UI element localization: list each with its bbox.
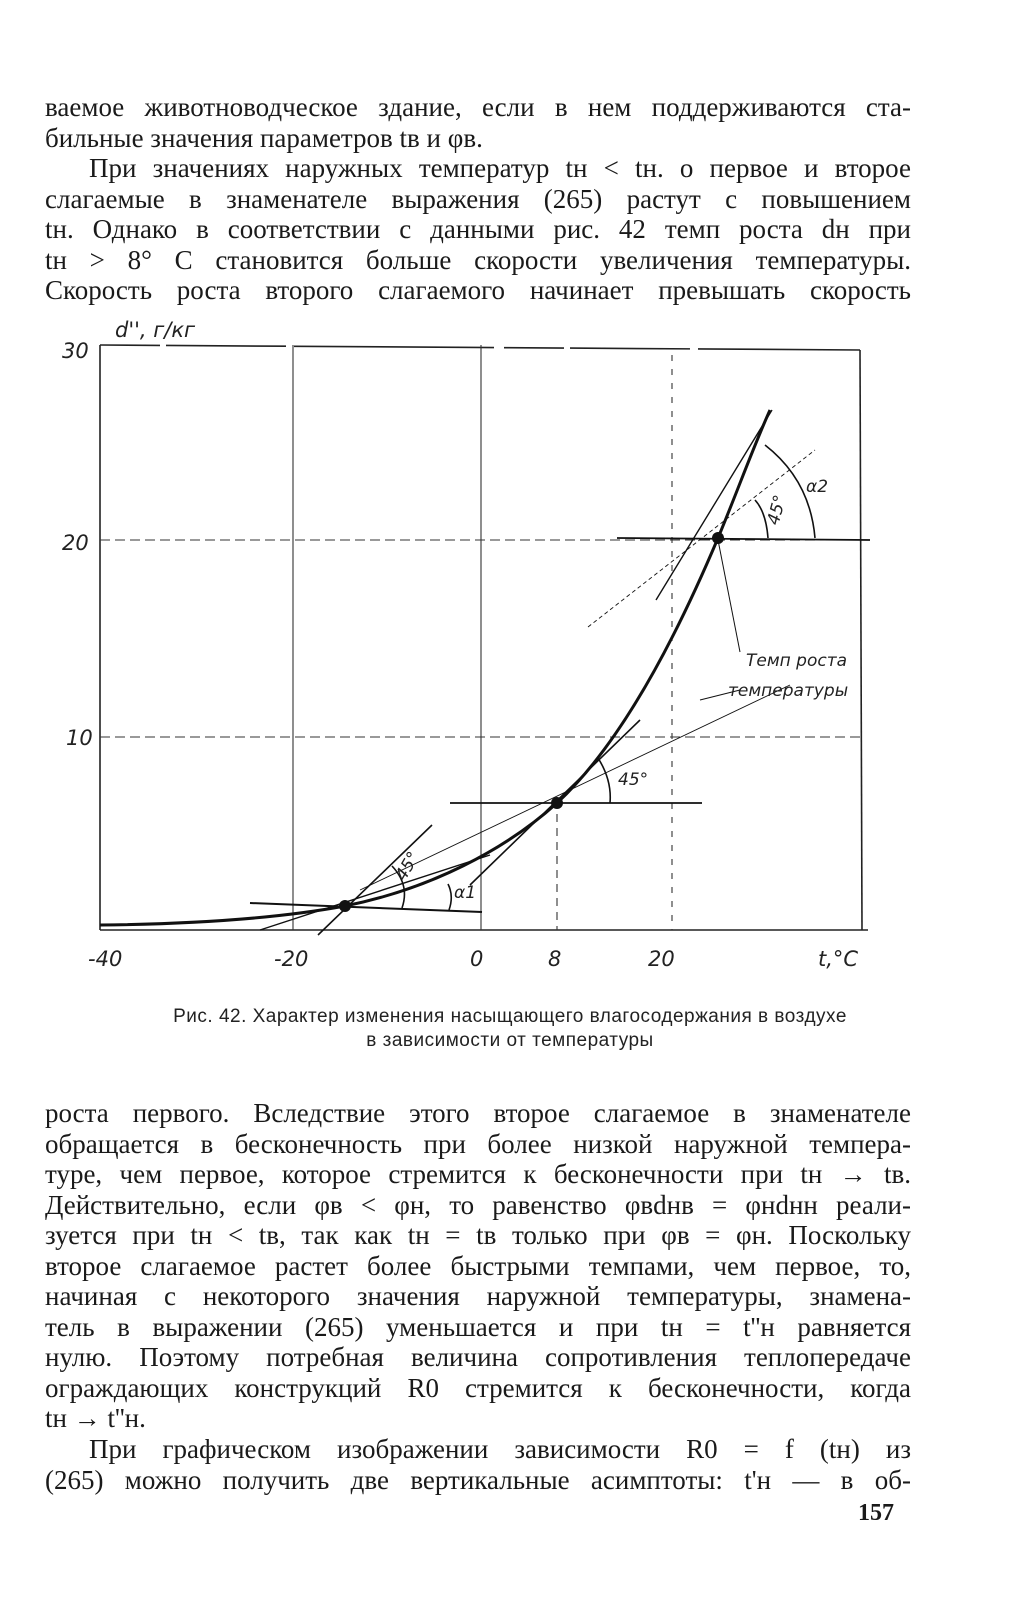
rate-label-line1: Темп роста bbox=[746, 651, 848, 671]
x-tick-minus40: -40 bbox=[88, 947, 123, 971]
text-line: бильные значения параметров tв и φв. bbox=[45, 122, 483, 153]
angle-45-label-p3: 45° bbox=[763, 492, 791, 528]
saturation-curve bbox=[100, 410, 770, 925]
text-line: tн. Однако в соответствии с данными рис. 42 темп роста dн при bbox=[45, 214, 911, 244]
figure-42 bbox=[0, 320, 1020, 980]
paragraph-top-1 bbox=[45, 92, 911, 153]
text-line: tн > 8° С становится больше скорости увеличения температуры. bbox=[45, 244, 911, 275]
x-tick-20: 20 bbox=[648, 947, 675, 971]
text-line: (265) можно получить две вертикальные асимптоты: t'н — в об- bbox=[45, 1464, 911, 1495]
alpha2-label: α2 bbox=[806, 477, 829, 497]
x-tick-0: 0 bbox=[470, 947, 484, 971]
arc-45-p2 bbox=[598, 758, 610, 803]
text-line: ограждающих конструкций R0 стремится к бесконечности, когда bbox=[45, 1372, 911, 1403]
frame-top bbox=[100, 345, 860, 350]
text-line: обращается в бесконечность при более низкой наружной темпера- bbox=[45, 1128, 911, 1159]
text-line: слагаемые в знаменателе выражения (265) растут с повышением bbox=[45, 183, 911, 214]
x-tick-minus20: -20 bbox=[274, 947, 309, 971]
text-line: туре, чем первое, которое стремится к бесконечности при tн → tв. bbox=[45, 1159, 911, 1189]
text-line: роста первого. Вследствие этого второе слагаемое в знаменателе bbox=[45, 1098, 911, 1128]
angle-45-label-p2: 45° bbox=[618, 770, 649, 790]
page-number: 157 bbox=[858, 1500, 894, 1526]
point-2 bbox=[551, 797, 563, 809]
rate-label-line2: температуры bbox=[728, 681, 849, 701]
text-line: второе слагаемое растет более быстрыми темпами, чем первое, то, bbox=[45, 1250, 911, 1281]
text-line: Скорость роста второго слагаемого начинает превышать скорость bbox=[45, 275, 911, 305]
text-line: тель в выражении (265) уменьшается и при tн = t''н равняется bbox=[45, 1311, 911, 1342]
point-1 bbox=[339, 900, 351, 912]
y-tick-30: 30 bbox=[62, 339, 89, 363]
paragraph-bottom-1 bbox=[45, 1098, 911, 1434]
point-3 bbox=[712, 532, 724, 544]
paragraph-bottom-2 bbox=[45, 1434, 911, 1495]
tangent-curve-p3 bbox=[656, 410, 772, 600]
alpha1-label: α1 bbox=[454, 883, 477, 903]
y-tick-20: 20 bbox=[62, 531, 89, 555]
x-tick-8: 8 bbox=[548, 947, 562, 971]
text-line: зуется при tн < tв, так как tн = tв только при φв = φн. Поскольку bbox=[45, 1220, 911, 1250]
paragraph-top-2 bbox=[45, 153, 911, 306]
x-axis-label: t,°C bbox=[818, 947, 859, 971]
caption-line-2: в зависимости от температуры bbox=[366, 1030, 654, 1051]
text-line: нулю. Поэтому потребная величина сопротивления теплопередаче bbox=[45, 1342, 911, 1372]
figure-caption bbox=[0, 1005, 1020, 1053]
horizontal-line-p3 bbox=[617, 538, 870, 540]
tangent-45-p2-thin bbox=[360, 685, 790, 890]
y-axis-label: d'', г/кг bbox=[115, 320, 196, 342]
caption-line-1: Рис. 42. Характер изменения насыщающего влагосодержания в воздухе bbox=[173, 1006, 847, 1027]
horizontal-line-p1 bbox=[250, 903, 482, 912]
text-line: tн → t''н. bbox=[45, 1403, 146, 1433]
angle-45-label-p1: 45° bbox=[391, 848, 425, 885]
text-line: ваемое животноводческое здание, если в нем поддерживаются ста- bbox=[45, 92, 911, 122]
text-line: начиная с некоторого значения наружной температуры, знамена- bbox=[45, 1281, 911, 1311]
saturation-moisture-graph bbox=[0, 320, 1020, 980]
text-line: При графическом изображении зависимости R0 = f (tн) из bbox=[89, 1434, 911, 1464]
text-line: При значениях наружных температур tн < tн. о первое и второе bbox=[89, 153, 911, 183]
arc-alpha1 bbox=[448, 884, 451, 910]
text-line: Действительно, если φв < φн, то равенство φвdнв = φнdнн реали- bbox=[45, 1189, 911, 1220]
y-tick-10: 10 bbox=[66, 726, 93, 750]
frame-right bbox=[860, 350, 862, 930]
leader-rate bbox=[718, 540, 740, 652]
